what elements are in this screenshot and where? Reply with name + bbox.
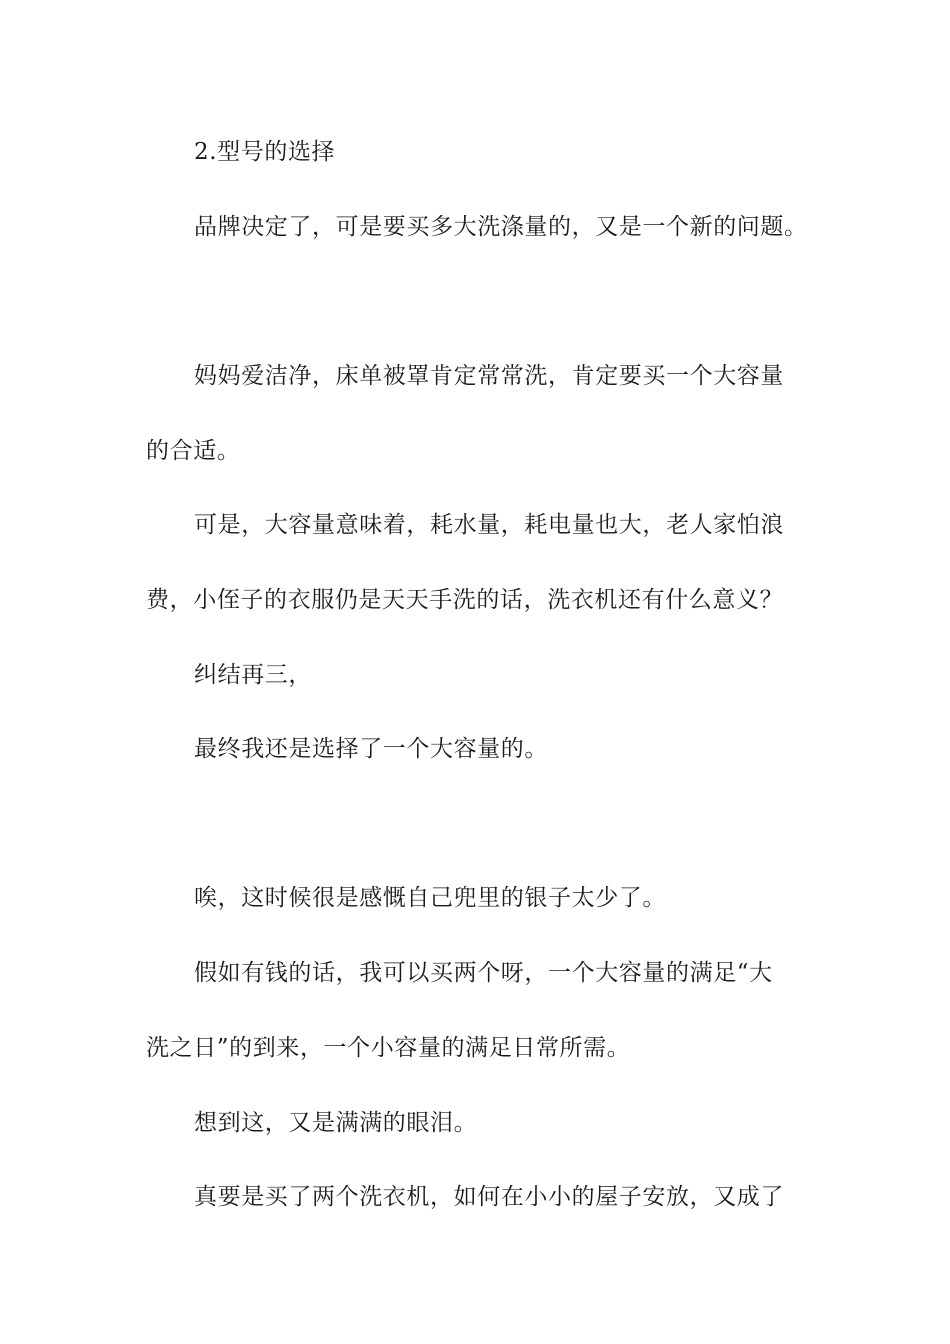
paragraph-line: 的合适。 — [146, 438, 241, 464]
paragraph-line: 最终我还是选择了一个大容量的。 — [194, 736, 548, 762]
paragraph-line: 真要是买了两个洗衣机，如何在小小的屋子安放，又成了 — [194, 1184, 784, 1210]
paragraph-line: 唉，这时候很是感慨自己兜里的银子太少了。 — [194, 885, 666, 911]
paragraph-line: 纠结再三， — [194, 662, 312, 688]
paragraph-line: 品牌决定了，可是要买多大洗涤量的，又是一个新的问题。 — [194, 214, 808, 240]
paragraph-line: 可是，大容量意味着，耗水量，耗电量也大，老人家怕浪 — [194, 512, 784, 538]
paragraph-line: 洗之日”的到来，一个小容量的满足日常所需。 — [146, 1035, 631, 1061]
paragraph-line: 费，小侄子的衣服仍是天天手洗的话，洗衣机还有什么意义？ — [146, 587, 784, 613]
paragraph-line: 妈妈爱洁净，床单被罩肯定常常洗，肯定要买一个大容量 — [194, 363, 784, 389]
paragraph-line: 想到这，又是满满的眼泪。 — [194, 1110, 478, 1136]
section-heading: 2.型号的选择 — [194, 139, 336, 165]
paragraph-line: 假如有钱的话，我可以买两个呀，一个大容量的满足“大 — [194, 960, 773, 986]
